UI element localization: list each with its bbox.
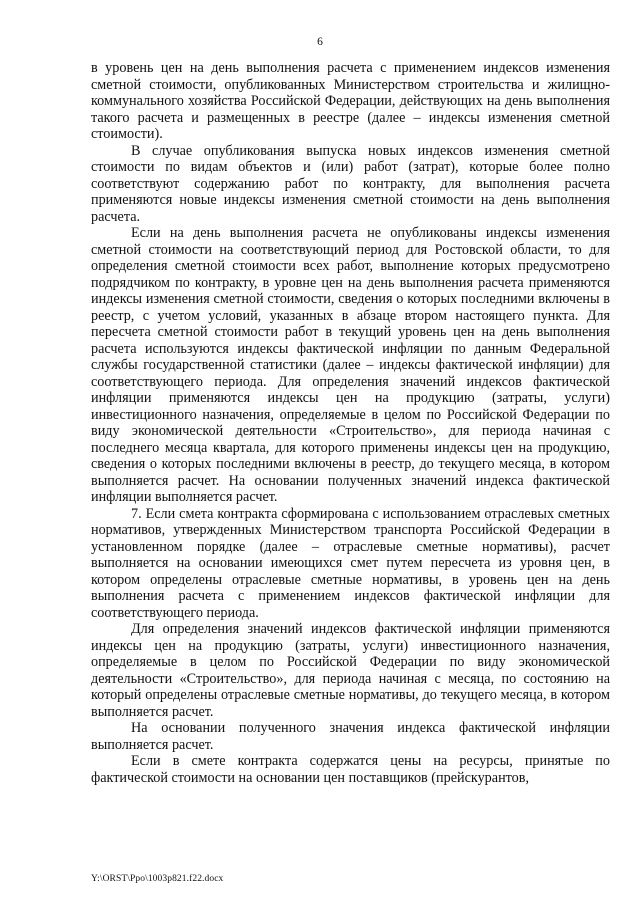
paragraph-item-7: 7. Если смета контракта сформирована с использованием отраслевых сметных нормативов, утвержденных Министерством транспорта Российской Федерации в установленном порядке (далее – отраслевые сметные нормативы), расчет выполняется на основании имеющихся смет путем пересчета из уровня цен, в котором определены отраслевые сметные нормативы, в уровень цен на день выполнения расчета с применением индексов фактической инфляции для соответствующего периода. <box>91 505 610 621</box>
paragraph-inflation-indices: Для определения значений индексов фактической инфляции применяются индексы цен на продукцию (затраты, услуги) инвестиционного назначения, определяемые в целом по Российской Федерации по виду экономической деятельности «Строительство», для периода начиная с месяца, по состоянию на который определены отраслевые сметные нормативы, до текущего месяца, в котором выполняется расчет. <box>91 621 610 720</box>
paragraph-calculation: На основании полученного значения индекса фактической инфляции выполняется расчет. <box>91 720 610 753</box>
footer-file-path: Y:\ORST\Ppo\1003p821.f22.docx <box>91 874 224 884</box>
document-body <box>91 60 610 786</box>
paragraph-new-indices: В случае опубликования выпуска новых индексов изменения сметной стоимости по видам объектов и (или) работ (затрат), которые более полно соответствуют содержанию работ по контракту, для выполнения расчета применяются новые индексы изменения сметной стоимости на день выполнения расчета. <box>91 142 610 225</box>
paragraph-continued: в уровень цен на день выполнения расчета с применением индексов изменения сметной стоимости, опубликованных Министерством строительства и жилищно-коммунального хозяйства Российской Федерации, действующих на день выполнения такого расчета и размещенных в реестре (далее – индексы изменения сметной стоимости). <box>91 60 610 142</box>
page-number: 6 <box>317 36 323 48</box>
paragraph-unpublished-indices: Если на день выполнения расчета не опубликованы индексы изменения сметной стоимости на соответствующий период для Ростовской области, то для определения сметной стоимости всех работ, выполнение которых предусмотрено подрядчиком по контракту, в уровне цен на день выполнения расчета применяются индексы изменения сметной стоимости, сведения о которых последними включены в реестр, с учетом условий, указанных в абзаце втором настоящего пункта. Для пересчета сметной стоимости работ в текущий уровень цен на день выполнения расчета используются индексы фактической инфляции по данным Федеральной службы государственной статистики (далее – индексы фактической инфляции) для соответствующего периода. Для определения значений индексов фактической инфляции применяются индексы цен на продукцию (затраты, услуги) инвестиционного назначения, определяемые в целом по Российской Федерации по виду экономической деятельности «Строительство», для периода начиная с последнего месяца квартала, для которого применены индексы цен на продукцию, сведения о которых последними включены в реестр, до текущего месяца, в котором выполняется расчет. На основании полученных значений индекса фактической инфляции выполняется расчет. <box>91 225 610 505</box>
paragraph-resource-prices: Если в смете контракта содержатся цены на ресурсы, принятые по фактической стоимости на основании цен поставщиков (прейскурантов, <box>91 753 610 786</box>
